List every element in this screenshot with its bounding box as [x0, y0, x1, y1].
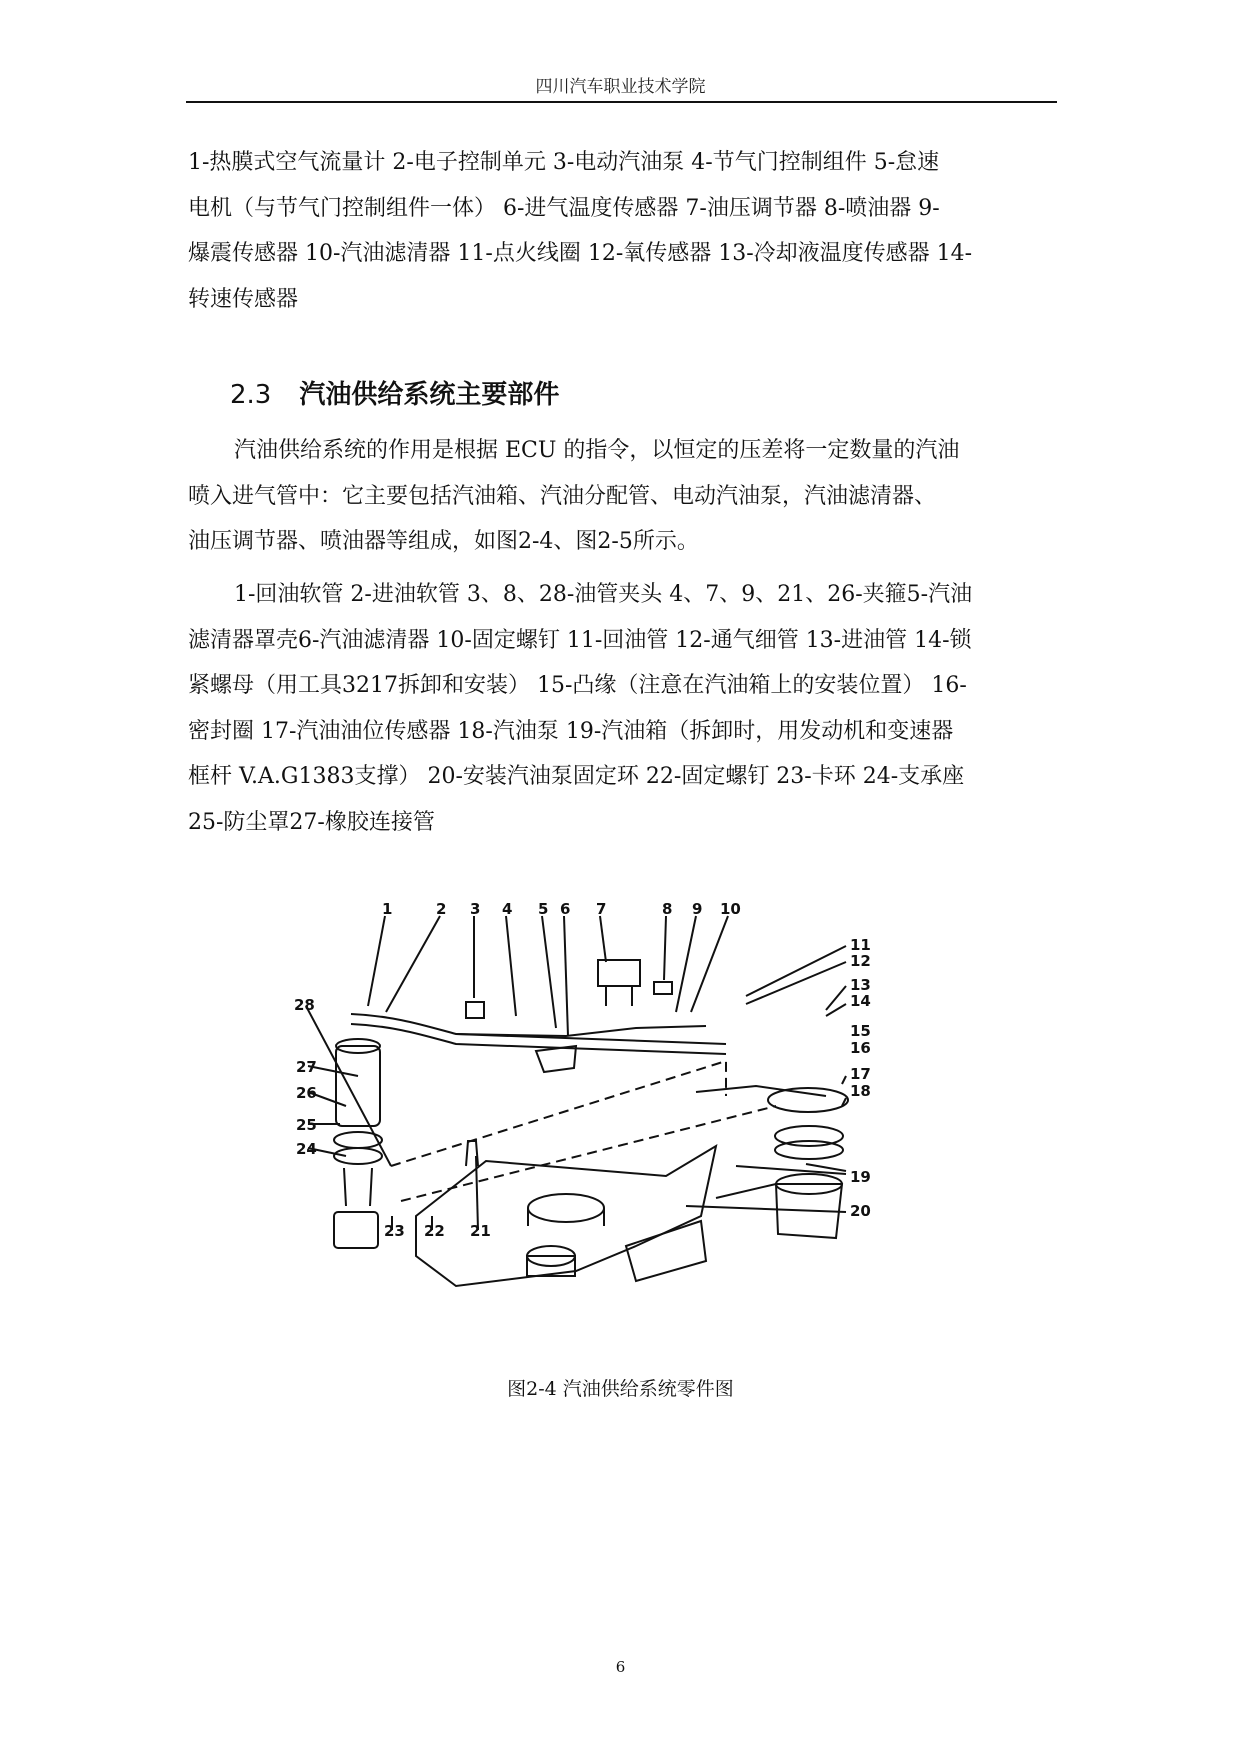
intro-line: 油压调节器、喷油器等组成，如图2-4、图2-5所示。	[188, 529, 699, 554]
callout-17: 17	[850, 1065, 871, 1083]
callout-26: 26	[296, 1084, 317, 1102]
callout-15: 15	[850, 1022, 871, 1040]
parts-legend-line: 框杆 V.A.G1383支撑） 20-安装汽油泵固定环 22-固定螺钉 23-卡环 24-支承座	[188, 764, 965, 789]
section-title: 汽油供给系统主要部件	[299, 380, 560, 410]
parts-legend-line: 紧螺母（用工具3217拆卸和安装） 15-凸缘（注意在汽油箱上的安装位置） 16-	[188, 673, 967, 698]
callout-14: 14	[850, 992, 871, 1010]
legend-2-3-line: 爆震传感器 10-汽油滤清器 11-点火线圈 12-氧传感器 13-冷却液温度传感器 14-	[188, 241, 973, 266]
fuel-system-parts-diagram	[286, 880, 956, 1340]
callout-7: 7	[596, 900, 607, 918]
parts-legend-line: 25-防尘罩27-橡胶连接管	[188, 809, 435, 835]
legend-2-3	[188, 140, 1068, 322]
callout-8: 8	[662, 900, 673, 918]
legend-2-3-line: 1-热膜式空气流量计 2-电子控制单元 3-电动汽油泵 4-节气门控制组件 5-怠速	[188, 150, 940, 175]
callout-24: 24	[296, 1140, 317, 1158]
fuel-system-parts-drawing	[286, 880, 956, 1340]
callout-3: 3	[470, 900, 481, 918]
page-number: 6	[615, 1658, 626, 1676]
callout-20: 20	[850, 1202, 871, 1220]
callout-12: 12	[850, 952, 871, 970]
callout-1: 1	[382, 900, 393, 918]
figure-caption: 图2-4 汽油供给系统零件图	[507, 1378, 734, 1400]
parts-legend	[188, 572, 1068, 845]
callout-6: 6	[560, 900, 571, 918]
callout-13: 13	[850, 976, 871, 994]
callout-22: 22	[424, 1222, 445, 1240]
page-header-title: 四川汽车职业技术学院	[535, 77, 706, 97]
parts-legend-line: 1-回油软管 2-进油软管 3、8、28-油管夹头 4、7、9、21、26-夹箍5-汽油	[234, 582, 973, 607]
callout-9: 9	[692, 900, 703, 918]
header-divider	[186, 101, 1057, 103]
legend-2-3-line: 转速传感器	[188, 286, 299, 312]
legend-2-3-line: 电机（与节气门控制组件一体） 6-进气温度传感器 7-油压调节器 8-喷油器 9-	[188, 195, 940, 221]
callout-23: 23	[384, 1222, 405, 1240]
callout-18: 18	[850, 1082, 871, 1100]
callout-25: 25	[296, 1116, 317, 1134]
callout-21: 21	[470, 1222, 491, 1240]
callout-11: 11	[850, 936, 871, 954]
callout-27: 27	[296, 1058, 317, 1076]
parts-legend-line: 滤清器罩壳6-汽油滤清器 10-固定螺钉 11-回油管 12-通气细管 13-进油管 14-锁	[188, 627, 972, 653]
callout-2: 2	[436, 900, 447, 918]
intro-line: 汽油供给系统的作用是根据 ECU 的指令，以恒定的压差将一定数量的汽油	[234, 438, 960, 463]
callout-28: 28	[294, 996, 315, 1014]
callout-16: 16	[850, 1039, 871, 1057]
intro-line: 喷入进气管中：它主要包括汽油箱、汽油分配管、电动汽油泵，汽油滤清器、	[188, 483, 937, 509]
parts-legend-line: 密封圈 17-汽油油位传感器 18-汽油泵 19-汽油箱（拆卸时，用发动机和变速器	[188, 718, 954, 744]
intro-paragraph	[188, 428, 1068, 565]
callout-4: 4	[502, 900, 513, 918]
section-number: 2.3	[230, 380, 272, 410]
callout-5: 5	[538, 900, 549, 918]
callout-10: 10	[720, 900, 741, 918]
section-heading	[230, 374, 559, 411]
callout-19: 19	[850, 1168, 871, 1186]
